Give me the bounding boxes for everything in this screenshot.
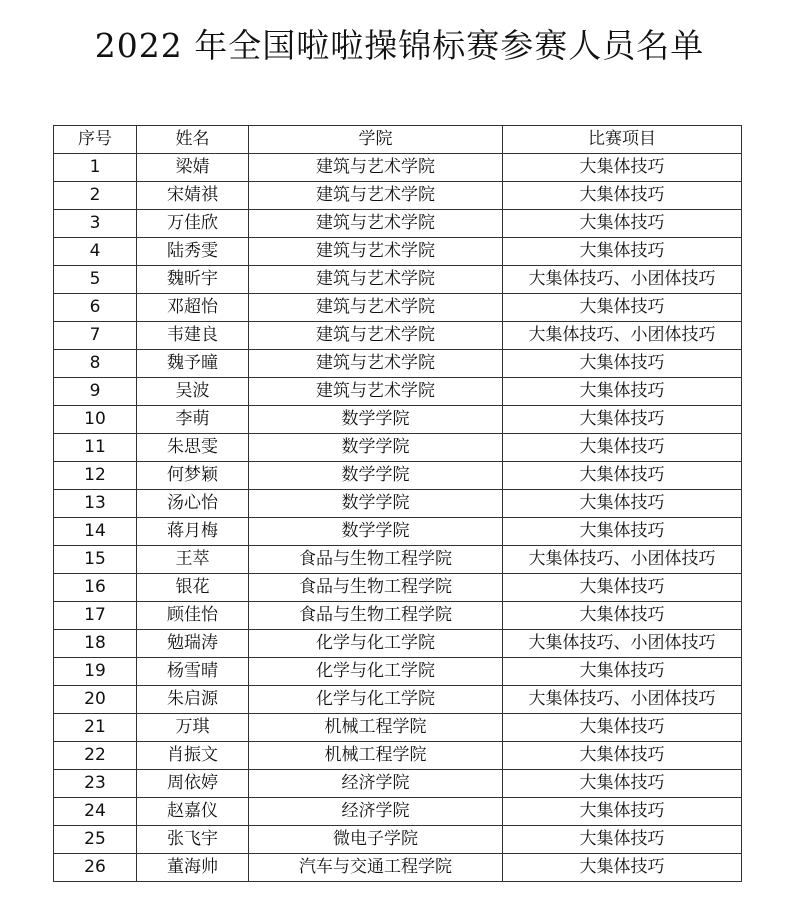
cell-index: 22 [54,742,137,770]
cell-college: 数学学院 [249,518,503,546]
cell-name: 韦建良 [137,322,249,350]
cell-event: 大集体技巧 [503,602,742,630]
cell-event: 大集体技巧 [503,798,742,826]
cell-college: 食品与生物工程学院 [249,574,503,602]
cell-event: 大集体技巧 [503,826,742,854]
cell-index: 5 [54,266,137,294]
cell-name: 杨雪晴 [137,658,249,686]
document-title: 2022 年全国啦啦操锦标赛参赛人员名单 [94,26,705,65]
cell-name: 魏昕宇 [137,266,249,294]
cell-college: 机械工程学院 [249,714,503,742]
table-row [54,546,742,574]
cell-event: 大集体技巧 [503,294,742,322]
cell-college: 建筑与艺术学院 [249,266,503,294]
table-body [54,154,742,882]
cell-name: 银花 [137,574,249,602]
table-row [54,490,742,518]
table-row [54,322,742,350]
cell-event: 大集体技巧 [503,462,742,490]
table-row [54,462,742,490]
table-row [54,434,742,462]
cell-event: 大集体技巧 [503,378,742,406]
header-name: 姓名 [137,126,249,154]
cell-college: 微电子学院 [249,826,503,854]
table-row [54,154,742,182]
cell-name: 赵嘉仪 [137,798,249,826]
cell-college: 建筑与艺术学院 [249,294,503,322]
cell-name: 万琪 [137,714,249,742]
cell-event: 大集体技巧 [503,518,742,546]
cell-name: 陆秀雯 [137,238,249,266]
cell-college: 经济学院 [249,770,503,798]
cell-event: 大集体技巧 [503,238,742,266]
cell-college: 化学与化工学院 [249,658,503,686]
table-row [54,826,742,854]
cell-name: 万佳欣 [137,210,249,238]
cell-name: 李萌 [137,406,249,434]
table-row [54,770,742,798]
cell-college: 化学与化工学院 [249,630,503,658]
cell-index: 3 [54,210,137,238]
table-header-row [54,126,742,154]
cell-index: 21 [54,714,137,742]
table-row [54,658,742,686]
cell-index: 2 [54,182,137,210]
table-row [54,518,742,546]
cell-college: 建筑与艺术学院 [249,238,503,266]
table-row [54,182,742,210]
roster-table [53,125,742,882]
cell-name: 宋婧祺 [137,182,249,210]
cell-index: 18 [54,630,137,658]
table-row [54,714,742,742]
cell-index: 26 [54,854,137,882]
cell-event: 大集体技巧、小团体技巧 [503,630,742,658]
cell-event: 大集体技巧 [503,714,742,742]
table-row [54,350,742,378]
cell-event: 大集体技巧 [503,770,742,798]
cell-college: 机械工程学院 [249,742,503,770]
cell-index: 17 [54,602,137,630]
cell-event: 大集体技巧 [503,350,742,378]
cell-index: 1 [54,154,137,182]
cell-index: 7 [54,322,137,350]
cell-college: 建筑与艺术学院 [249,210,503,238]
cell-event: 大集体技巧、小团体技巧 [503,266,742,294]
cell-index: 23 [54,770,137,798]
cell-name: 张飞宇 [137,826,249,854]
cell-college: 汽车与交通工程学院 [249,854,503,882]
cell-name: 肖振文 [137,742,249,770]
cell-event: 大集体技巧 [503,182,742,210]
cell-index: 6 [54,294,137,322]
cell-event: 大集体技巧 [503,742,742,770]
cell-college: 建筑与艺术学院 [249,350,503,378]
cell-event: 大集体技巧、小团体技巧 [503,686,742,714]
cell-index: 15 [54,546,137,574]
table-row [54,742,742,770]
cell-event: 大集体技巧 [503,658,742,686]
cell-college: 数学学院 [249,490,503,518]
table-row [54,378,742,406]
cell-event: 大集体技巧 [503,406,742,434]
cell-index: 10 [54,406,137,434]
cell-name: 蒋月梅 [137,518,249,546]
cell-college: 数学学院 [249,462,503,490]
cell-event: 大集体技巧 [503,210,742,238]
cell-college: 食品与生物工程学院 [249,546,503,574]
cell-name: 何梦颖 [137,462,249,490]
cell-event: 大集体技巧、小团体技巧 [503,546,742,574]
cell-index: 12 [54,462,137,490]
cell-index: 20 [54,686,137,714]
cell-college: 建筑与艺术学院 [249,154,503,182]
table-row [54,574,742,602]
cell-index: 19 [54,658,137,686]
cell-event: 大集体技巧 [503,490,742,518]
cell-name: 朱启源 [137,686,249,714]
table-row [54,406,742,434]
cell-name: 勉瑞涛 [137,630,249,658]
cell-name: 梁婧 [137,154,249,182]
cell-name: 汤心怡 [137,490,249,518]
cell-name: 邓超怡 [137,294,249,322]
table-row [54,294,742,322]
cell-event: 大集体技巧 [503,434,742,462]
cell-college: 数学学院 [249,434,503,462]
table-row [54,238,742,266]
table-row [54,686,742,714]
cell-event: 大集体技巧、小团体技巧 [503,322,742,350]
cell-name: 吴波 [137,378,249,406]
cell-college: 建筑与艺术学院 [249,182,503,210]
cell-index: 13 [54,490,137,518]
cell-event: 大集体技巧 [503,154,742,182]
cell-college: 建筑与艺术学院 [249,378,503,406]
table-row [54,210,742,238]
table-row [54,630,742,658]
cell-college: 建筑与艺术学院 [249,322,503,350]
cell-name: 王萃 [137,546,249,574]
header-college: 学院 [249,126,503,154]
cell-college: 数学学院 [249,406,503,434]
cell-event: 大集体技巧 [503,574,742,602]
cell-name: 魏予曈 [137,350,249,378]
cell-index: 14 [54,518,137,546]
cell-name: 朱思雯 [137,434,249,462]
header-index: 序号 [54,126,137,154]
table-row [54,266,742,294]
cell-college: 化学与化工学院 [249,686,503,714]
table-row [54,798,742,826]
cell-index: 25 [54,826,137,854]
cell-index: 24 [54,798,137,826]
cell-index: 16 [54,574,137,602]
cell-index: 4 [54,238,137,266]
table-row [54,854,742,882]
cell-college: 食品与生物工程学院 [249,602,503,630]
cell-index: 8 [54,350,137,378]
cell-index: 11 [54,434,137,462]
cell-name: 顾佳怡 [137,602,249,630]
cell-event: 大集体技巧 [503,854,742,882]
cell-name: 周依婷 [137,770,249,798]
cell-college: 经济学院 [249,798,503,826]
cell-index: 9 [54,378,137,406]
table-row [54,602,742,630]
header-event: 比赛项目 [503,126,742,154]
cell-name: 董海帅 [137,854,249,882]
